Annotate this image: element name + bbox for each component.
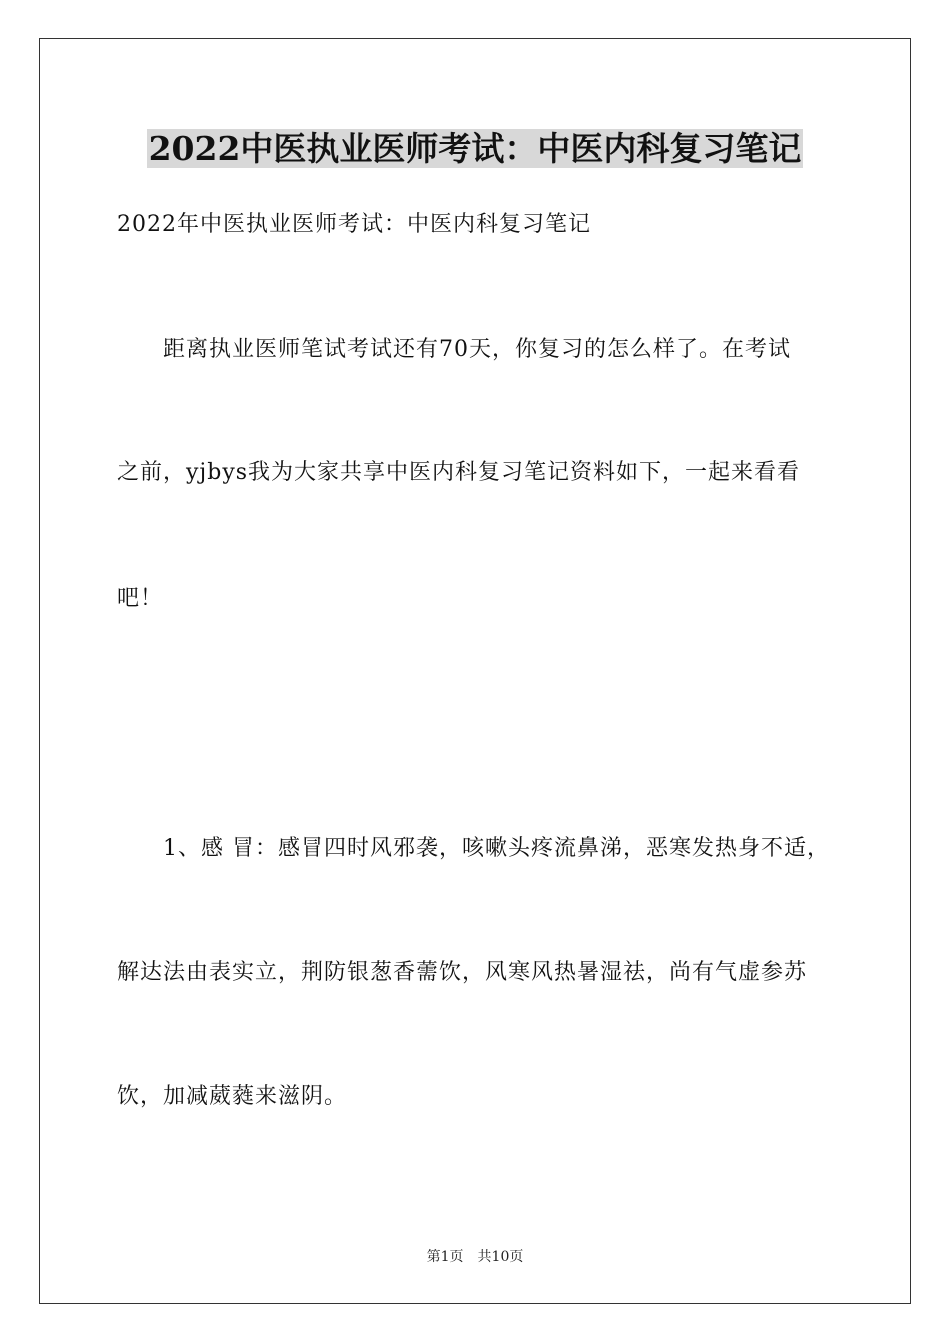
paragraph-1-line-1: 距离执业医师笔试考试还有70天，你复习的怎么样了。在考试 bbox=[163, 337, 791, 362]
document-title bbox=[0, 126, 950, 172]
paragraph-1-line-3: 吧！ bbox=[117, 586, 164, 611]
paragraph-2-line-1: 1、感 冒：感冒四时风邪袭，咳嗽头疼流鼻涕，恶寒发热身不适， bbox=[163, 836, 830, 861]
page-footer bbox=[0, 1247, 950, 1267]
document-title-text: 2022中医执业医师考试：中医内科复习笔记 bbox=[148, 129, 802, 168]
paragraph-1-line-2: 之前，yjbys我为大家共享中医内科复习笔记资料如下，一起来看看 bbox=[117, 460, 801, 485]
page-total: 共10页 bbox=[477, 1249, 524, 1265]
paragraph-2-line-2: 解达法由表实立，荆防银葱香薷饮，风寒风热暑湿祛，尚有气虚参苏 bbox=[117, 960, 808, 985]
document-subtitle: 2022年中医执业医师考试：中医内科复习笔记 bbox=[117, 212, 591, 237]
page-number: 第1页 bbox=[426, 1249, 464, 1265]
paragraph-2-line-3: 饮，加减葳蕤来滋阴。 bbox=[117, 1084, 348, 1109]
